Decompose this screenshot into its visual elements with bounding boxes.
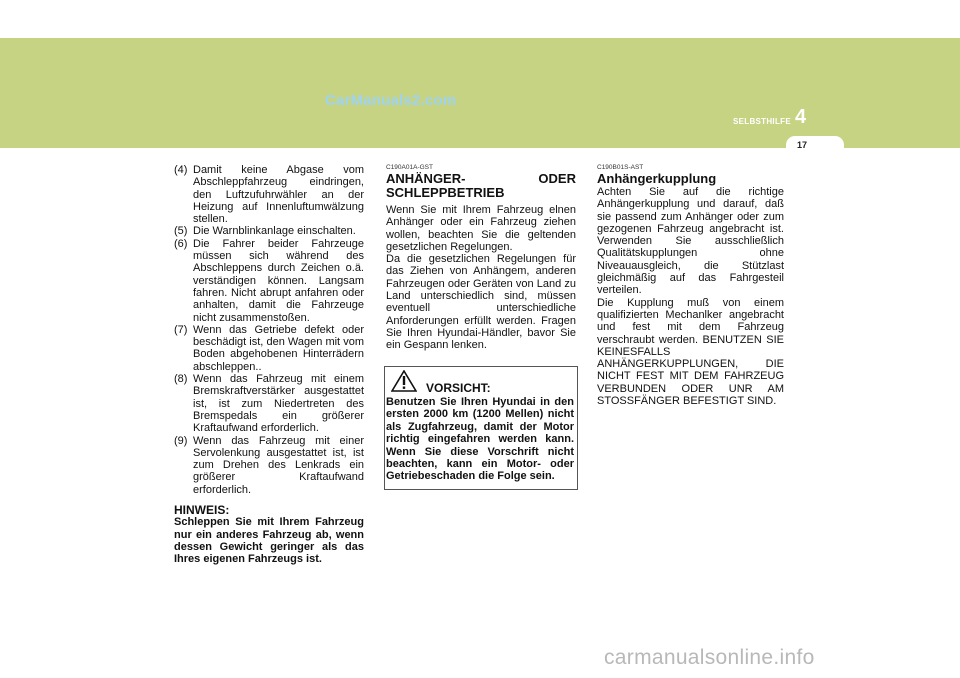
- warning-text: Benutzen Sie Ihren Hyundai in den ersten 2000 km (1200 Mellen) nicht als Zugfahrzeug, damit der Motor richtig eingefahren werden kann. Wenn Sie diese Vorschrift nicht beachten, kann ein Motor- oder Getriebeschaden die Folge sein.: [386, 396, 574, 483]
- page-tab: [786, 136, 844, 154]
- list-number: (4): [174, 164, 188, 176]
- section-heading-line2: SCHLEPPBETRIEB: [386, 185, 505, 200]
- paragraph: Achten Sie auf die richtige Anhängerkupplung und darauf, daß sie passend zum Anhänger oder zum gezogenen Fahrzeug angebracht ist. Verwenden Sie ausschließlich Qualitätskupplungen ohne Niveauausgleich, die Stützlast gleichmäßig auf das Fahrgesteil verteilen.: [597, 186, 784, 297]
- list-item: [174, 164, 364, 225]
- section-code: C190A01A-GST: [386, 164, 433, 171]
- section-code: C190B01S-AST: [597, 164, 644, 171]
- list-item: [174, 238, 364, 324]
- list-item: [174, 373, 364, 434]
- list-text: Damit keine Abgase vom Abschleppfahrzeug eindringen, den Luftzufuhrwähler an der Heizung auf Innenluftumwälzung stellen.: [193, 164, 364, 226]
- section-label: SELBSTHILFE: [733, 117, 791, 126]
- watermark-top[interactable]: CarManuals2.com: [325, 92, 457, 109]
- note-title: HINWEIS:: [174, 503, 230, 518]
- list-text: Wenn das Getriebe defekt oder beschädigt ist, den Wagen mit vom Boden abgehobenen Hinterrädern abschleppen..: [193, 323, 364, 373]
- list-number: (9): [174, 434, 188, 447]
- list-number: (6): [174, 237, 188, 250]
- column-right: [597, 164, 784, 407]
- list-number: (7): [174, 323, 188, 336]
- list-item: [174, 324, 364, 373]
- column-left: [174, 164, 364, 566]
- paragraph: Die Kupplung muß von einem qualifizierten Mechanlker angebracht und fest mit dem Fahrzeug verschraubt werden. BENUTZEN SIE KEINESFALLS ANHÄNGERKUPPLUNGEN, DIE NICHT FEST MIT DEM FAHRZEUG VERBUNDEN ODER UNR AM STOSSFÄNGER BEFESTIGT SIND.: [597, 296, 784, 408]
- paragraph: Wenn Sie mit Ihrem Fahrzeug elnen Anhänger oder ein Fahrzeug ziehen wollen, beachten Sie die geltenden gesetzlichen Regelungen.: [386, 204, 576, 253]
- column-middle: [386, 164, 576, 352]
- warning-triangle-icon: [391, 370, 417, 392]
- list-text: Die Fahrer beider Fahrzeuge müssen sich während des Abschleppens durch Zeichen o.ä. verständigen können. Langsam fahren. Nicht abrupt anfahren oder anhalten, damit die Fahrzeuge nicht zusammenstoßen.: [193, 237, 364, 324]
- list-number: (8): [174, 373, 188, 386]
- paragraph: Da die gesetzlichen Regelungen für das Ziehen von Anhängem, anderen Fahrzeugen oder Geräten von Land zu Land unterschiedlich sind, müssen eventuell unterschiedliche Anforderungen erfüllt werden. Fragen Sie Ihren Hyundai-Händler, bavor Sie ein Gespann lenken.: [386, 253, 576, 352]
- section-heading-line1: ANHÄNGER- ODER: [386, 171, 576, 186]
- list-item: [174, 435, 364, 496]
- list-item: [174, 225, 364, 237]
- section-number: 4: [795, 106, 807, 128]
- list-text: Wenn das Fahrzeug mit einem Bremskraftverstärker ausgestattet ist, ist zum Niedertreten des Bremspedals ein größerer Kraftaufwand erforderlich.: [193, 373, 364, 435]
- list-text: Die Warnblinkanlage einschalten.: [193, 225, 356, 238]
- note-text: Schleppen Sie mit Ihrem Fahrzeug nur ein anderes Fahrzeug ab, wenn dessen Gewicht geringer als das Ihres eigenen Fahrzeugs ist.: [174, 516, 364, 566]
- page-number: 17: [797, 140, 808, 150]
- list-number: (5): [174, 225, 188, 238]
- section-heading: Anhängerkupplung: [597, 171, 717, 186]
- warning-title: VORSICHT:: [426, 381, 491, 395]
- list-text: Wenn das Fahrzeug mit einer Servolenkung ausgestattet ist, ist zum Drehen des Lenkrads ein größerer Kraftaufwand erforderlich.: [193, 434, 364, 496]
- watermark-bottom[interactable]: carmanualsonline.info: [604, 646, 815, 669]
